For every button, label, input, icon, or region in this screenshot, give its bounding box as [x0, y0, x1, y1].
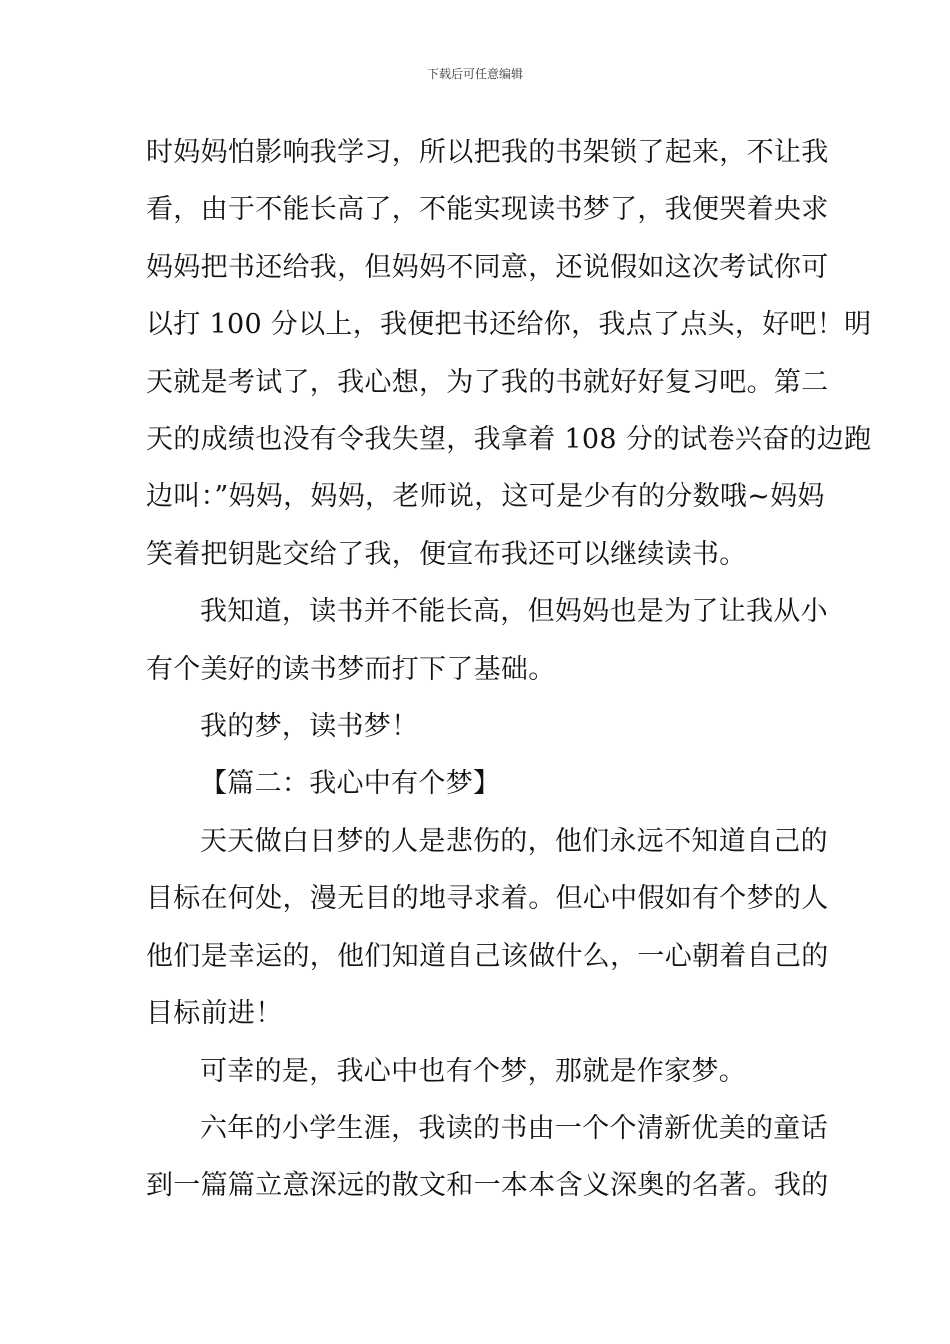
- text-line: 笑着把钥匙交给了我，便宣布我还可以继续读书。: [146, 538, 747, 570]
- document-body: [146, 124, 872, 1215]
- paragraph: [146, 1100, 829, 1215]
- text-line: 我的梦，读书梦！: [200, 711, 419, 743]
- paragraph: [146, 583, 828, 698]
- text-line: 天天做白日梦的人是悲伤的，他们永远不知道自己的: [200, 825, 828, 857]
- text-line: 有个美好的读书梦而打下了基础。: [146, 653, 556, 685]
- paragraph: [146, 813, 829, 1043]
- text-line: 边叫：”妈妈，妈妈，老师说，这可是少有的分数哦~妈妈: [146, 481, 825, 513]
- text-line: 看，由于不能长高了，不能实现读书梦了，我便哭着央求: [146, 194, 829, 226]
- text-line: 他们是幸运的，他们知道自己该做什么，一心朝着自己的: [146, 940, 829, 972]
- text-line: 到一篇篇立意深远的散文和一本本含义深奥的名著。我的: [146, 1170, 829, 1202]
- text-line: 目标前进！: [146, 998, 283, 1030]
- paragraph: [146, 698, 806, 755]
- text-line: 六年的小学生涯，我读的书由一个个清新优美的童话: [200, 1112, 828, 1144]
- page-header-note: 下载后可任意编辑: [426, 67, 523, 81]
- text-line: 妈妈把书还给我，但妈妈不同意，还说假如这次考试你可: [146, 251, 829, 283]
- paragraph: [146, 124, 872, 583]
- text-line: 我知道，读书并不能长高，但妈妈也是为了让我从小: [200, 596, 828, 628]
- text-line: 以打 100 分以上，我便把书还给你，我点了点头，好吧！明: [146, 309, 872, 341]
- text-line: 天的成绩也没有令我失望，我拿着 108 分的试卷兴奋的边跑: [146, 424, 872, 456]
- paragraph: [146, 1043, 806, 1100]
- text-line: 可幸的是，我心中也有个梦，那就是作家梦。: [200, 1055, 746, 1087]
- section-heading: [146, 755, 806, 812]
- text-line: 时妈妈怕影响我学习，所以把我的书架锁了起来，不让我: [146, 137, 829, 168]
- text-line: 目标在何处，漫无目的地寻求着。但心中假如有个梦的人: [146, 883, 829, 915]
- text-line: 【篇二：我心中有个梦】: [200, 768, 501, 800]
- text-line: 天就是考试了，我心想，为了我的书就好好复习吧。第二: [146, 366, 829, 398]
